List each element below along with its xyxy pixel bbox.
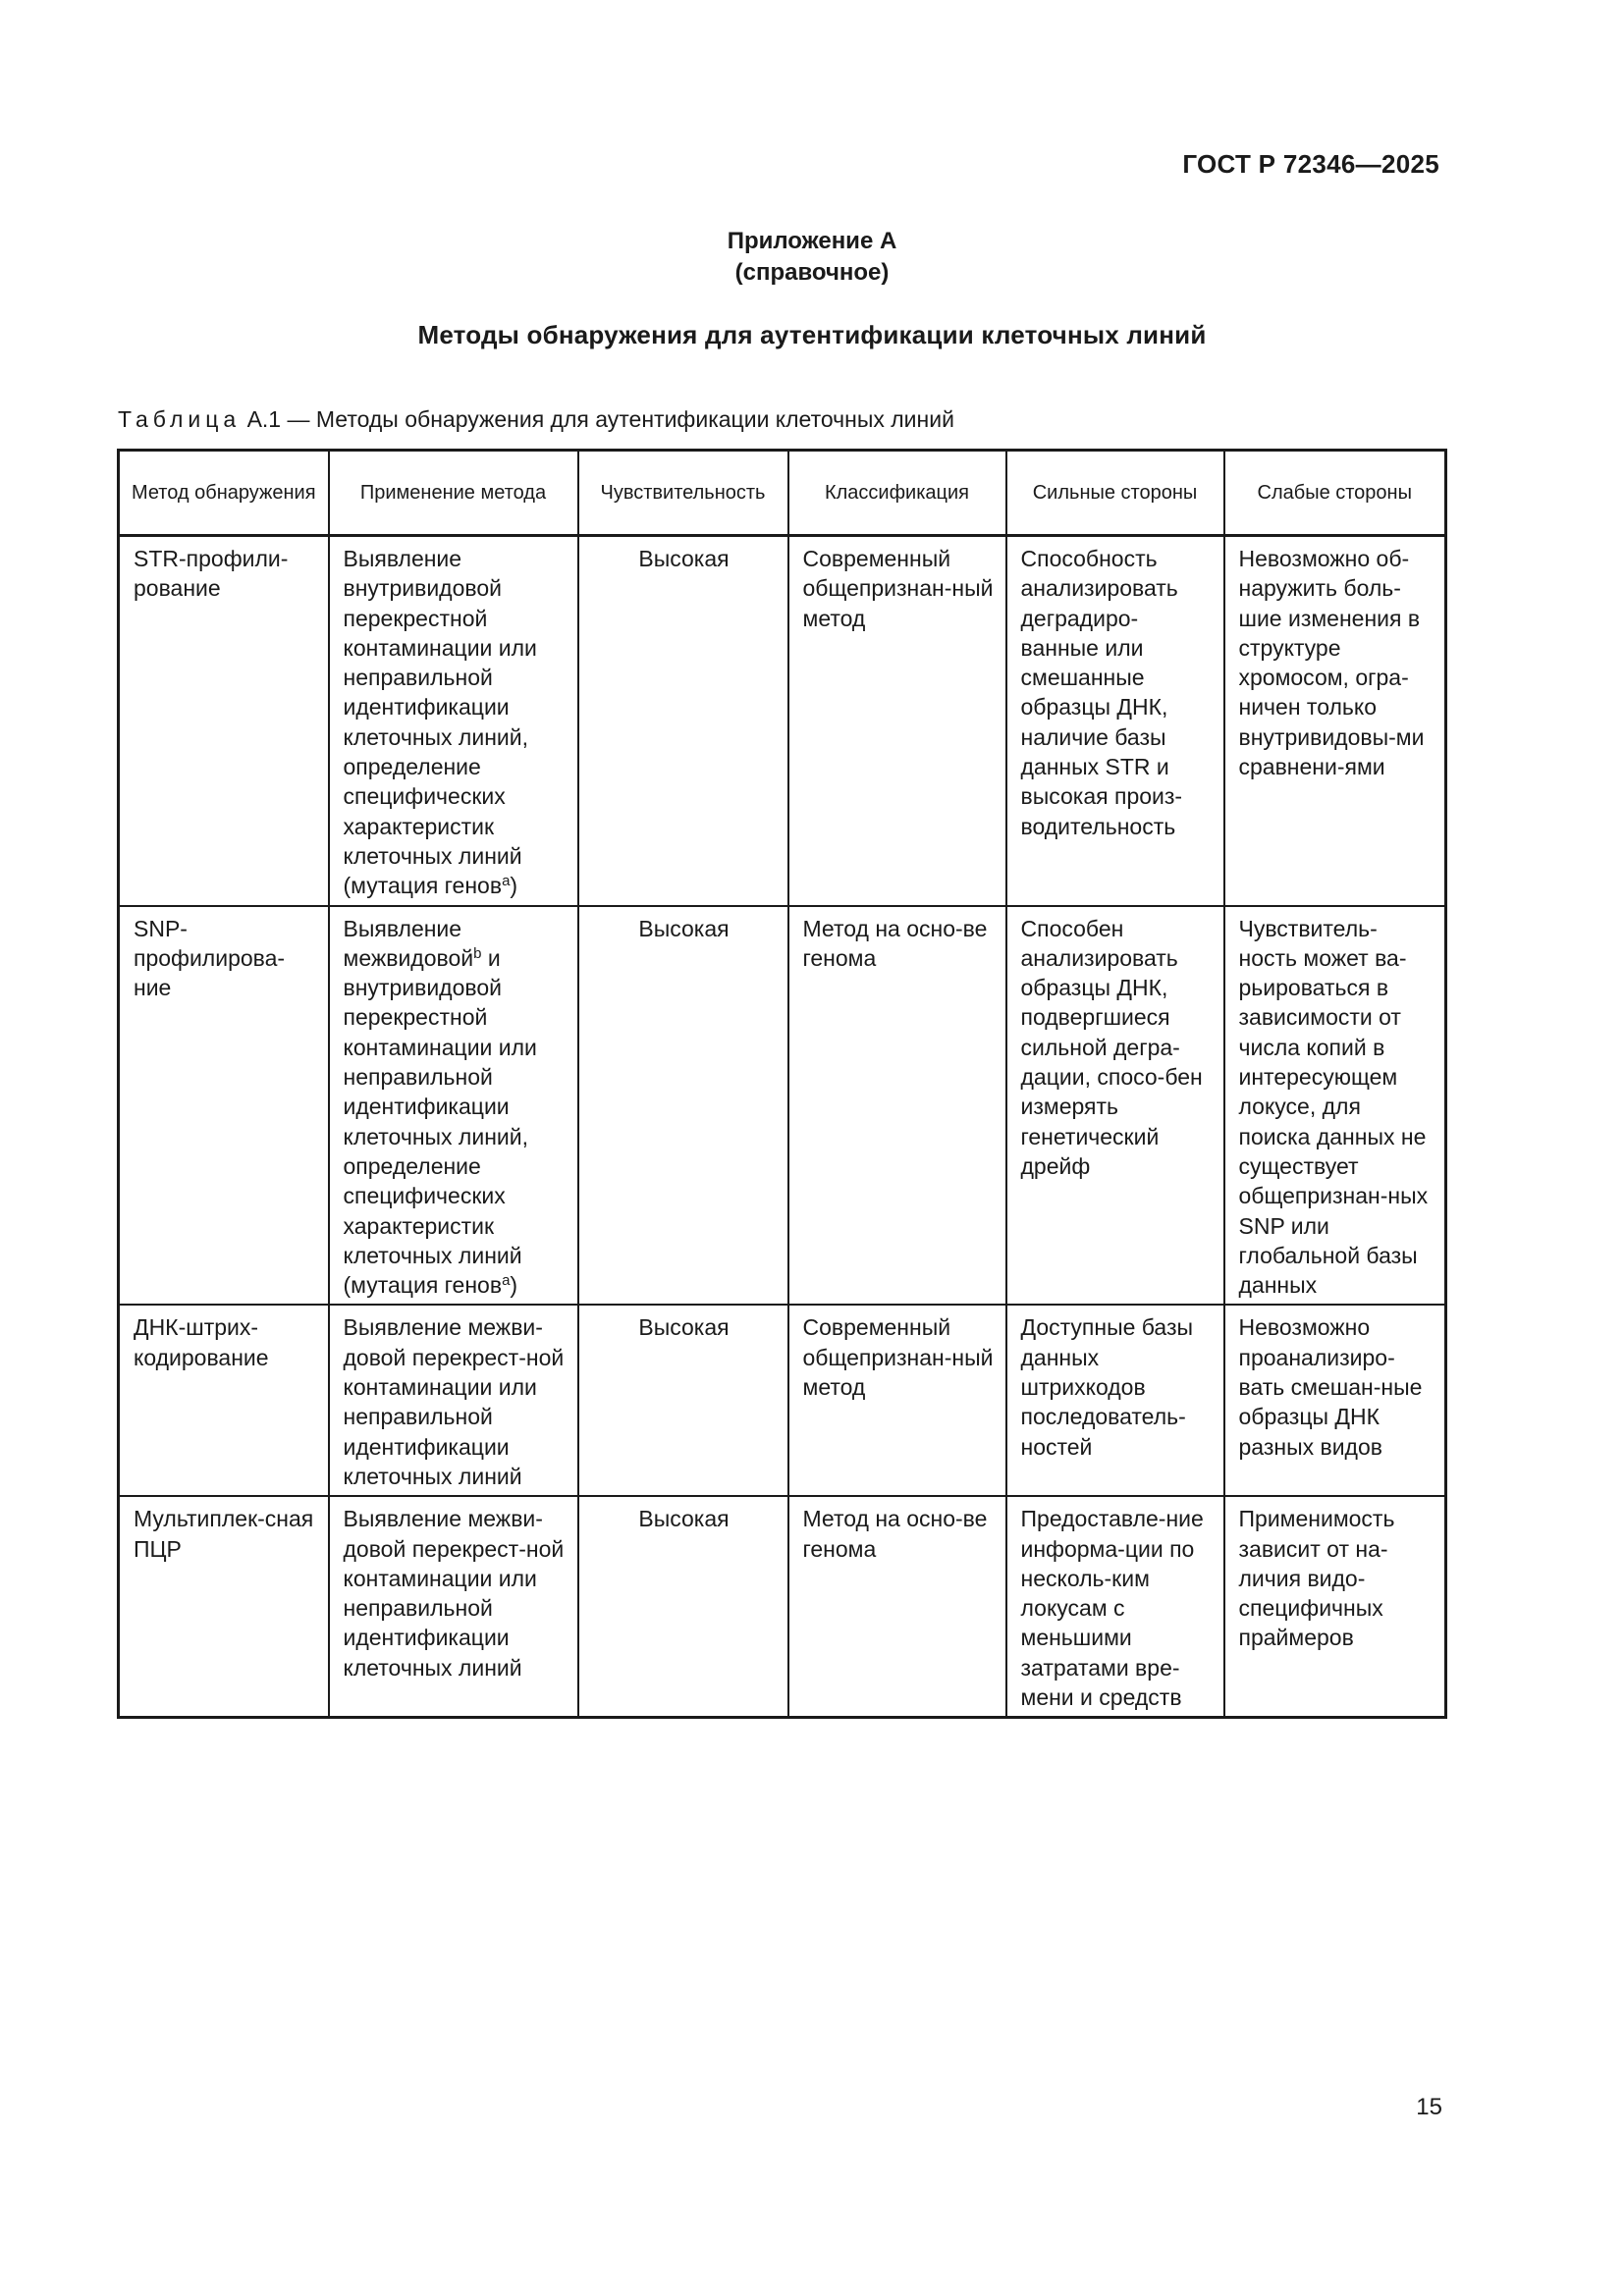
cell-classification: Метод на осно-ве генома xyxy=(788,1496,1006,1718)
cell-application: Выявление внутривидовой перекрестной контаминации или неправильной идентификации клеточных линий, определение специфических характеристик клеточных линий (мутация генов$^a$) xyxy=(329,536,578,906)
cell-weaknesses: Применимость зависит от на-личия видо-специфичных праймеров xyxy=(1224,1496,1446,1718)
cell-method: ДНК-штрих-кодирование xyxy=(119,1305,329,1496)
column-header-sensitivity: Чувствительность xyxy=(578,451,788,536)
cell-weaknesses: Невозможно об-наружить боль-шие изменения в структуре хромосом, огра-ничен только внутривидовы-ми сравнени-ями xyxy=(1224,536,1446,906)
cell-classification: Современный общепризнан-ный метод xyxy=(788,1305,1006,1496)
cell-strengths: Предоставле-ние информа-ции по несколь-ким локусам с меньшими затратами вре-мени и средств xyxy=(1006,1496,1224,1718)
cell-sensitivity: Высокая xyxy=(578,1496,788,1718)
cell-classification: Метод на осно-ве генома xyxy=(788,906,1006,1306)
cell-method: Мультиплек-сная ПЦР xyxy=(119,1496,329,1718)
table-row xyxy=(119,906,1446,1306)
page-number: 15 xyxy=(1416,2094,1442,2120)
cell-weaknesses: Чувствитель-ность может ва-рьироваться в зависимости от числа копий в интересующем локусе, для поиска данных не существует общепризнан-ных SNP или глобальной базы данных xyxy=(1224,906,1446,1306)
cell-method: SNP-профилирова-ние xyxy=(119,906,329,1306)
cell-application: Выявление межви-довой перекрест-ной контаминации или неправильной идентификации клеточных линий xyxy=(329,1305,578,1496)
cell-sensitivity: Высокая xyxy=(578,906,788,1306)
cell-method: STR-профили-рование xyxy=(119,536,329,906)
cell-weaknesses: Невозможно проанализиро-вать смешан-ные образцы ДНК разных видов xyxy=(1224,1305,1446,1496)
document-code: ГОСТ Р 72346—2025 xyxy=(1182,149,1439,179)
appendix-subtitle: (справочное) xyxy=(734,259,890,286)
table-row xyxy=(119,1305,1446,1496)
table-caption-label: Таблица xyxy=(118,406,242,432)
cell-sensitivity: Высокая xyxy=(578,536,788,906)
column-header-method: Метод обнаружения xyxy=(119,451,329,536)
cell-classification: Современный общепризнан-ный метод xyxy=(788,536,1006,906)
table-caption-text: А.1 — Методы обнаружения для аутентификации клеточных линий xyxy=(241,406,954,432)
cell-sensitivity: Высокая xyxy=(578,1305,788,1496)
cell-strengths: Доступные базы данных штрихкодов последователь-ностей xyxy=(1006,1305,1224,1496)
cell-application: Выявление межвидовой$^b$ и внутривидовой перекрестной контаминации или неправильной идентификации клеточных линий, определение специфических характеристик клеточных линий (мутация генов$^a$) xyxy=(329,906,578,1306)
cell-strengths: Способен анализировать образцы ДНК, подвергшиеся сильной дегра-дации, спосо-бен измерять генетический дрейф xyxy=(1006,906,1224,1306)
table-row xyxy=(119,1496,1446,1718)
column-header-strengths: Сильные стороны xyxy=(1006,451,1224,536)
table-caption xyxy=(118,406,954,433)
cell-strengths: Способность анализировать деградиро-ванные или смешанные образцы ДНК, наличие базы данных STR и высокая произ-водительность xyxy=(1006,536,1224,906)
column-header-weaknesses: Слабые стороны xyxy=(1224,451,1446,536)
appendix-title: Приложение А xyxy=(727,228,897,254)
cell-application: Выявление межви-довой перекрест-ной контаминации или неправильной идентификации клеточных линий xyxy=(329,1496,578,1718)
table-row xyxy=(119,536,1446,906)
column-header-classification: Классификация xyxy=(788,451,1006,536)
column-header-application: Применение метода xyxy=(329,451,578,536)
table-header-row xyxy=(119,451,1446,536)
methods-table xyxy=(117,449,1447,1719)
section-title: Методы обнаружения для аутентификации клеточных линий xyxy=(417,320,1207,349)
